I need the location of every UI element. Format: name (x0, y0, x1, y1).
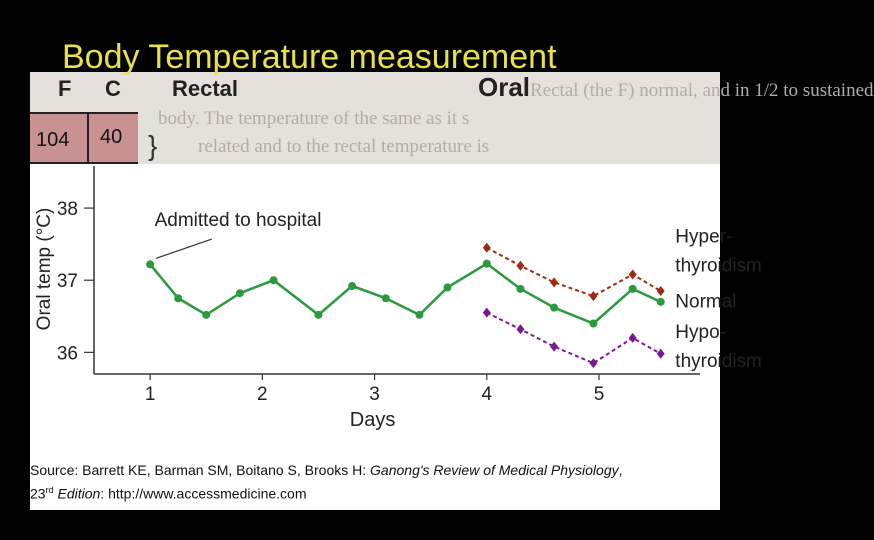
data-point (657, 298, 665, 306)
data-point (382, 294, 390, 302)
data-point (589, 320, 597, 328)
plot-area (30, 164, 762, 434)
data-point (516, 261, 524, 271)
scan-text-row2: body. The temperature of the same as it s (158, 108, 470, 129)
fahrenheit-header: F (58, 76, 72, 101)
y-axis-label: Oral temp (°C) (34, 207, 55, 331)
caption-comma: , (618, 462, 623, 478)
data-point (444, 283, 452, 291)
fahrenheit-value: 104 (36, 129, 70, 151)
data-point (589, 291, 597, 301)
slide-title: Body Temperature measurement (62, 38, 557, 76)
data-point (657, 286, 665, 296)
data-point (657, 349, 665, 359)
x-tick-label: 1 (144, 384, 156, 405)
data-point (483, 260, 491, 268)
oral-header: Oral (478, 72, 531, 102)
data-point (270, 276, 278, 284)
scan-text-row1: Rectal (the F) normal, and in 1/2 to sustained (530, 80, 874, 101)
data-point (550, 277, 558, 287)
y-tick-label: 37 (56, 271, 78, 293)
data-point (629, 333, 637, 343)
brace-icon: } (148, 130, 158, 161)
figure-panel (30, 72, 874, 510)
rectal-header: Rectal (172, 76, 239, 101)
data-point (236, 289, 244, 297)
legend-hypo-line2: thyroidism (675, 350, 762, 372)
legend-hypo-line1: Hypo- (675, 321, 726, 343)
caption-book-title: Ganong's Review of Medical Physiology (370, 462, 619, 478)
data-point (174, 294, 182, 302)
caption-prefix: Source: Barrett KE, Barman SM, Boitano S, Brooks H: (30, 462, 371, 478)
data-point (550, 342, 558, 352)
x-tick-label: 5 (593, 384, 605, 405)
data-point (348, 282, 356, 290)
caption-edition-number: 23 (30, 485, 46, 502)
data-point (415, 311, 423, 319)
x-tick-label: 4 (481, 384, 493, 405)
scale-divider (87, 114, 89, 162)
data-point (202, 311, 210, 319)
y-tick-label: 38 (56, 199, 78, 221)
data-point (483, 308, 491, 318)
admitted-annotation: Admitted to hospital (154, 210, 322, 232)
y-tick-label: 36 (56, 343, 78, 365)
caption-edition-superscript: rd (45, 485, 54, 495)
legend-normal: Normal (675, 291, 737, 313)
x-axis-label: Days (349, 409, 396, 431)
x-tick-label: 2 (257, 384, 268, 405)
caption-edition-text: Edition (53, 485, 101, 502)
celsius-value: 40 (100, 126, 123, 148)
data-point (483, 243, 491, 253)
data-point (629, 269, 637, 279)
data-point (516, 285, 524, 293)
data-point (516, 324, 524, 334)
rectal-scale-box (30, 112, 138, 164)
data-point (629, 285, 637, 293)
legend-hyper-line1: Hyper- (675, 226, 733, 248)
data-point (314, 311, 322, 319)
caption-source-url[interactable]: : http://www.accessmedicine.com (100, 485, 307, 502)
data-point (589, 358, 597, 368)
annotation-pointer (156, 239, 212, 258)
temperature-chart (30, 164, 762, 434)
x-tick-label: 3 (369, 384, 380, 405)
data-point (146, 260, 154, 268)
legend-hyper-line2: thyroidism (675, 255, 762, 277)
scan-text-row3: related and to the rectal temperature is (198, 136, 490, 157)
celsius-header: C (105, 76, 121, 101)
data-point (550, 304, 558, 312)
